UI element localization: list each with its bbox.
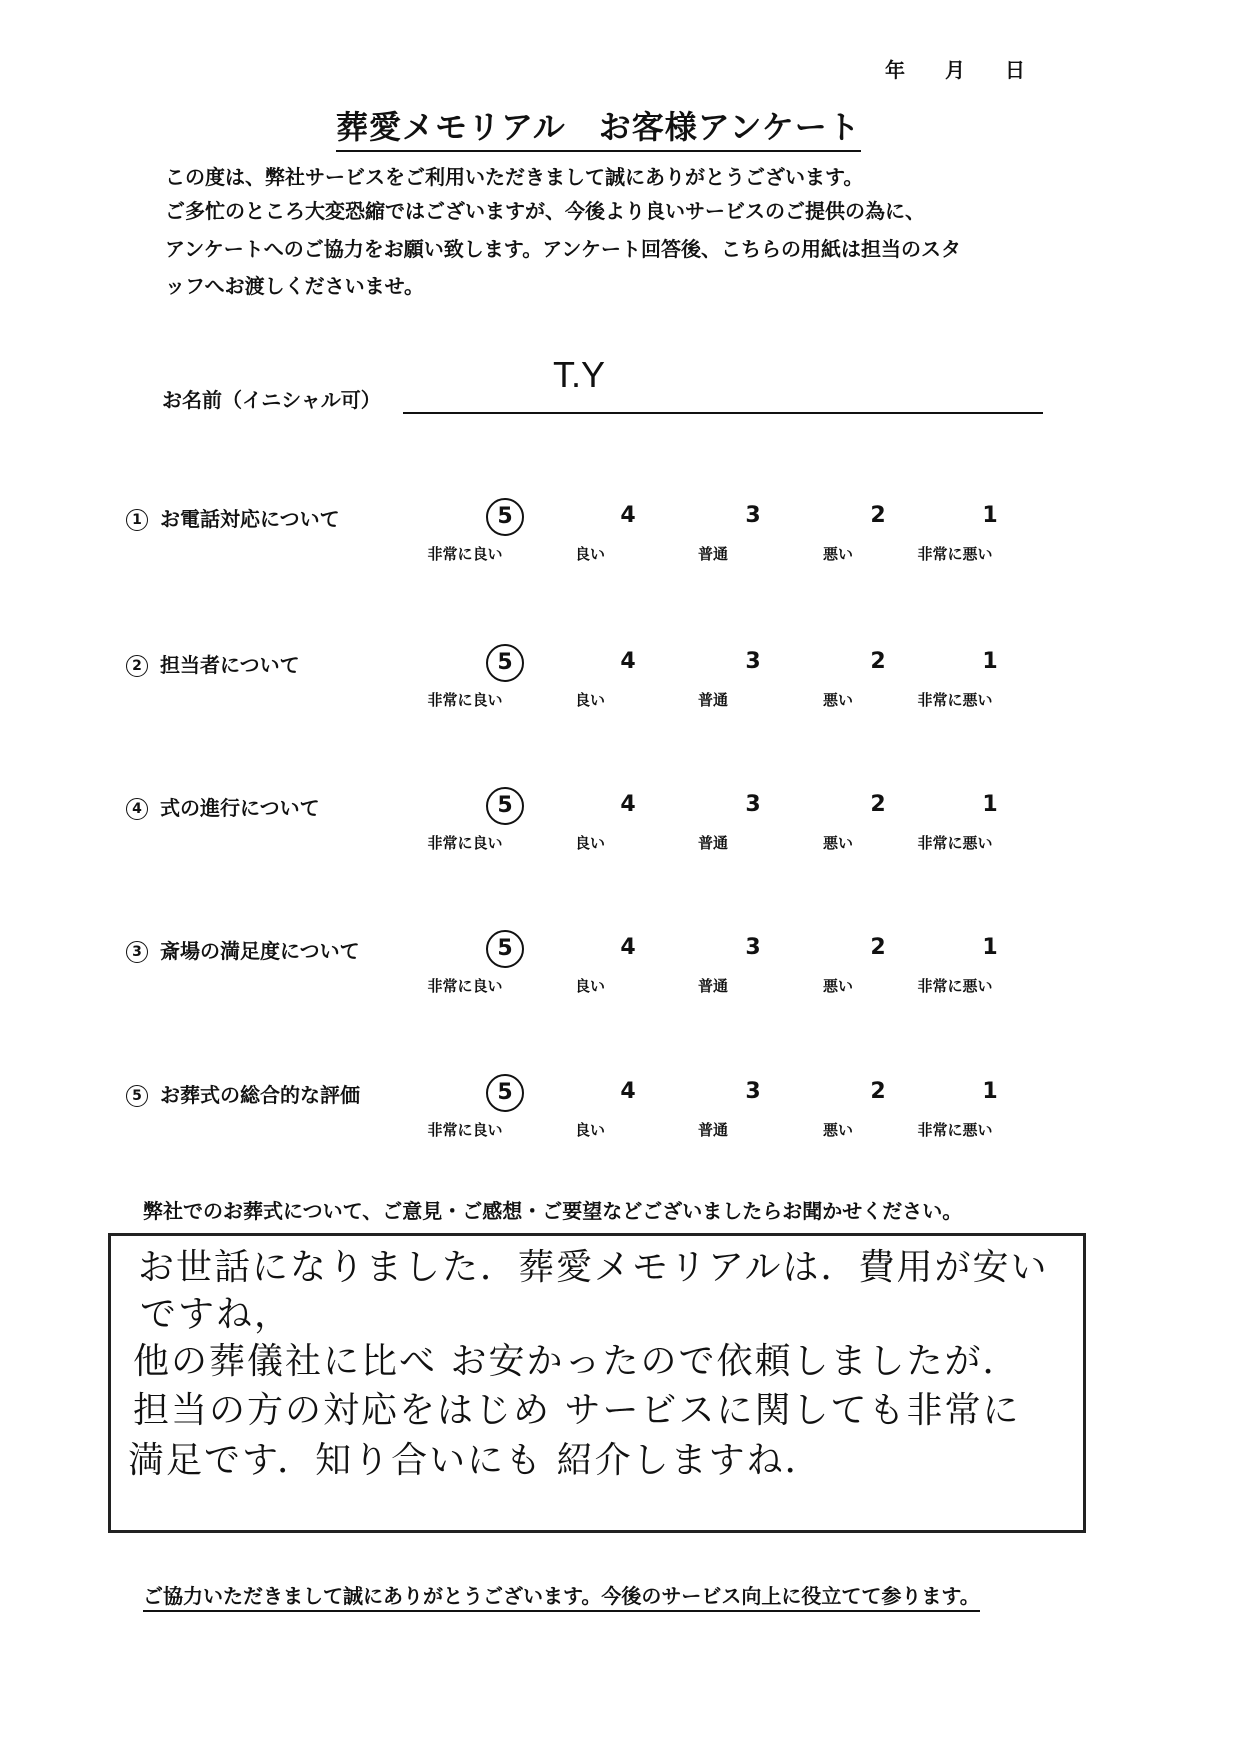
question-text: お葬式の総合的な評価 xyxy=(160,1083,360,1107)
question-number: 3 xyxy=(126,941,148,963)
rating-label: 普通 xyxy=(697,834,728,852)
date-month: 月 xyxy=(945,58,965,82)
rating-option-4[interactable]: 4 xyxy=(620,503,636,528)
rating-option-5[interactable]: 5 xyxy=(486,498,524,536)
comment-prompt: 弊社でのお葬式について、ご意見・ご感想・ご要望などございましたらお聞かせください。 xyxy=(143,1199,963,1223)
question-row xyxy=(126,1079,360,1108)
comment-line-5: 満足です．知り合いにも 紹介しますね． xyxy=(128,1440,823,1481)
date-day: 日 xyxy=(1005,58,1025,82)
rating-label: 悪い xyxy=(822,545,853,563)
page-title: 葬愛メモリアル お客様アンケート xyxy=(336,102,861,152)
rating-label: 良い xyxy=(574,545,605,563)
rating-option-5[interactable]: 5 xyxy=(486,930,524,968)
date-row xyxy=(885,54,1065,83)
question-row xyxy=(126,649,300,678)
rating-label: 非常に悪い xyxy=(917,1121,993,1139)
question-text: 斎場の満足度について xyxy=(160,939,360,963)
rating-label: 悪い xyxy=(822,834,853,852)
question-row xyxy=(126,935,360,964)
rating-option-3[interactable]: 3 xyxy=(745,503,761,528)
rating-label: 普通 xyxy=(697,545,728,563)
rating-option-3[interactable]: 3 xyxy=(745,649,761,674)
rating-label: 悪い xyxy=(822,691,853,709)
rating-label: 良い xyxy=(574,1121,605,1139)
rating-option-5[interactable]: 5 xyxy=(486,787,524,825)
comment-line-2: ですね， xyxy=(140,1294,293,1335)
rating-label: 普通 xyxy=(697,1121,728,1139)
name-label: お名前（イニシャル可） xyxy=(162,388,381,412)
rating-option-4[interactable]: 4 xyxy=(620,792,636,817)
rating-option-4[interactable]: 4 xyxy=(620,1079,636,1104)
rating-label: 普通 xyxy=(697,691,728,709)
date-year: 年 xyxy=(885,58,905,82)
name-underline xyxy=(403,412,1043,414)
rating-option-4[interactable]: 4 xyxy=(620,935,636,960)
question-row xyxy=(126,792,320,821)
intro-line-4: ッフへお渡しくださいませ。 xyxy=(165,274,424,298)
rating-option-2[interactable]: 2 xyxy=(870,935,886,960)
comment-line-4: 担当の方の対応をはじめ サービスに関しても非常に xyxy=(133,1390,1021,1431)
rating-option-1[interactable]: 1 xyxy=(982,935,998,960)
rating-label: 非常に良い xyxy=(427,1121,503,1139)
rating-label: 非常に悪い xyxy=(917,834,993,852)
rating-option-4[interactable]: 4 xyxy=(620,649,636,674)
rating-option-1[interactable]: 1 xyxy=(982,649,998,674)
rating-label: 非常に良い xyxy=(427,977,503,995)
rating-option-2[interactable]: 2 xyxy=(870,503,886,528)
rating-label: 良い xyxy=(574,834,605,852)
rating-option-3[interactable]: 3 xyxy=(745,792,761,817)
intro-line-2: ご多忙のところ大変恐縮ではございますが、今後より良いサービスのご提供の為に、 xyxy=(165,199,925,223)
rating-label: 悪い xyxy=(822,977,853,995)
rating-option-5[interactable]: 5 xyxy=(486,1074,524,1112)
question-text: 担当者について xyxy=(160,653,300,677)
rating-label: 普通 xyxy=(697,977,728,995)
rating-option-2[interactable]: 2 xyxy=(870,649,886,674)
rating-option-1[interactable]: 1 xyxy=(982,1079,998,1104)
intro-line-1: この度は、弊社サービスをご利用いただきまして誠にありがとうございます。 xyxy=(165,165,864,189)
rating-label: 非常に良い xyxy=(427,834,503,852)
question-number: 4 xyxy=(126,798,148,820)
rating-label: 良い xyxy=(574,691,605,709)
intro-line-3: アンケートへのご協力をお願い致します。アンケート回答後、こちらの用紙は担当のスタ xyxy=(165,237,961,261)
rating-option-5[interactable]: 5 xyxy=(486,644,524,682)
rating-option-3[interactable]: 3 xyxy=(745,1079,761,1104)
rating-label: 非常に悪い xyxy=(917,545,993,563)
question-number: 5 xyxy=(126,1085,148,1107)
question-number: 2 xyxy=(126,655,148,677)
rating-label: 良い xyxy=(574,977,605,995)
question-row xyxy=(126,503,340,532)
rating-label: 非常に悪い xyxy=(917,691,993,709)
name-value[interactable]: T.Y xyxy=(553,354,606,395)
rating-label: 非常に悪い xyxy=(917,977,993,995)
rating-label: 非常に良い xyxy=(427,545,503,563)
rating-label: 非常に良い xyxy=(427,691,503,709)
question-number: 1 xyxy=(126,509,148,531)
rating-option-1[interactable]: 1 xyxy=(982,503,998,528)
question-text: お電話対応について xyxy=(160,507,340,531)
rating-label: 悪い xyxy=(822,1121,853,1139)
comment-line-1: お世話になりました．葬愛メモリアルは．費用が安い xyxy=(138,1247,1049,1288)
rating-option-1[interactable]: 1 xyxy=(982,792,998,817)
rating-option-3[interactable]: 3 xyxy=(745,935,761,960)
question-text: 式の進行について xyxy=(160,796,320,820)
comment-line-3: 他の葬儀社に比べ お安かったので依頼しましたが． xyxy=(133,1341,1021,1382)
rating-option-2[interactable]: 2 xyxy=(870,1079,886,1104)
footer-thanks: ご協力いただきまして誠にありがとうございます。今後のサービス向上に役立てて参ります。 xyxy=(143,1580,980,1612)
rating-option-2[interactable]: 2 xyxy=(870,792,886,817)
